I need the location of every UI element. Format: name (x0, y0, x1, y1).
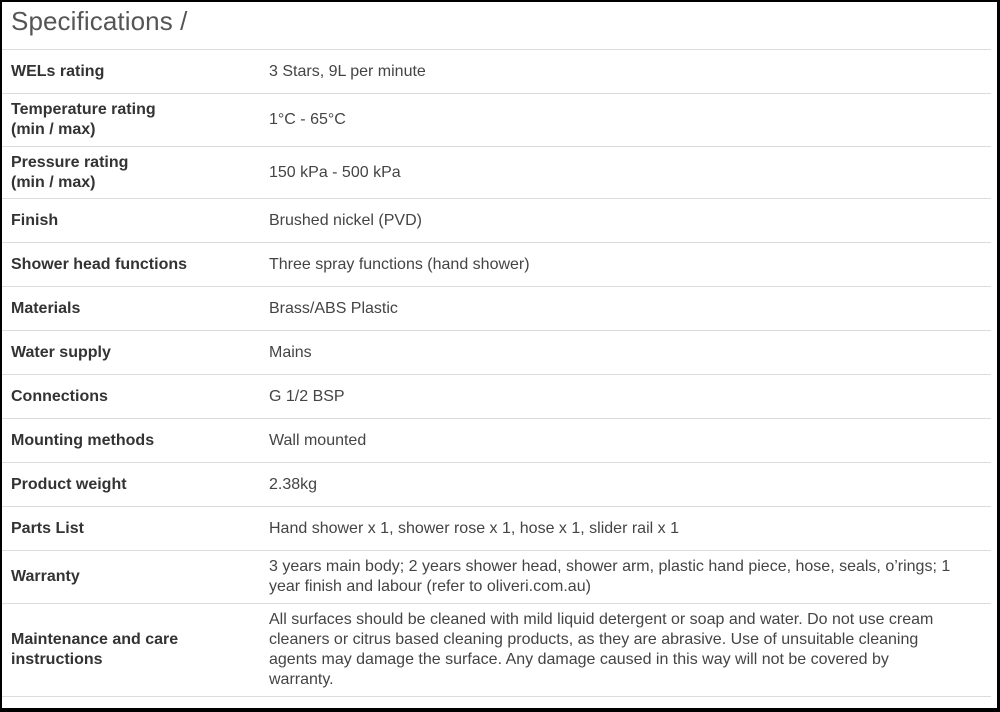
spec-label: Water supply (11, 343, 111, 361)
spec-row-materials (2, 286, 991, 330)
spec-label: Mounting methods (11, 431, 155, 449)
spec-value: Mains (269, 343, 312, 361)
spec-value: 3 years main body; 2 years shower head, shower arm, plastic hand piece, hose, seals, o’rings; 1 year finish and labour (refer to oliveri.com.au) (269, 558, 951, 595)
spec-value: Brushed nickel (PVD) (269, 211, 422, 229)
spec-label: Warranty (11, 568, 80, 585)
spec-value: Wall mounted (269, 431, 367, 449)
spec-label: Connections (11, 387, 108, 405)
section-title: Specifications / (11, 6, 188, 36)
spec-row-parts-list (2, 506, 991, 550)
spec-row-connections (2, 374, 991, 418)
spec-row-temperature-rating (2, 93, 991, 146)
spec-row-shower-head-functions (2, 242, 991, 286)
spec-label: Finish (11, 211, 59, 229)
spec-value: All surfaces should be cleaned with mild liquid detergent or soap and water. Do not use cream cleaners or citrus based cleaning products, as they are abrasive. Use of unsuitable cleaning agents may damage the surface. Any damage caused in this way will not be covered by warranty. (269, 611, 934, 688)
spec-row-finish (2, 198, 991, 242)
spec-value: Hand shower x 1, shower rose x 1, hose x 1, slider rail x 1 (269, 519, 679, 537)
specifications-table (2, 49, 991, 697)
spec-label: Product weight (11, 475, 127, 493)
spec-value: 150 kPa - 500 kPa (269, 163, 401, 181)
spec-value: 1°C - 65°C (269, 111, 346, 128)
spec-label: Shower head functions (11, 255, 188, 273)
spec-label: Maintenance and care instructions (11, 631, 179, 668)
spec-row-product-weight (2, 462, 991, 506)
spec-row-maintenance-care (2, 603, 991, 697)
specifications-panel (2, 2, 997, 708)
spec-value: 3 Stars, 9L per minute (269, 62, 426, 80)
spec-label: WELs rating (11, 62, 105, 80)
spec-value: Brass/ABS Plastic (269, 299, 398, 317)
spec-row-mounting-methods (2, 418, 991, 462)
spec-value: 2.38kg (269, 475, 318, 493)
spec-label: Temperature rating (min / max) (11, 101, 156, 138)
spec-value: Three spray functions (hand shower) (269, 255, 530, 273)
spec-value: G 1/2 BSP (269, 387, 345, 405)
spec-row-warranty (2, 550, 991, 603)
spec-label: Parts List (11, 519, 84, 537)
spec-row-pressure-rating (2, 146, 991, 198)
spec-label: Materials (11, 299, 81, 317)
spec-label: Pressure rating (min / max) (11, 153, 129, 191)
spec-row-water-supply (2, 330, 991, 374)
spec-row-wels-rating (2, 49, 991, 93)
